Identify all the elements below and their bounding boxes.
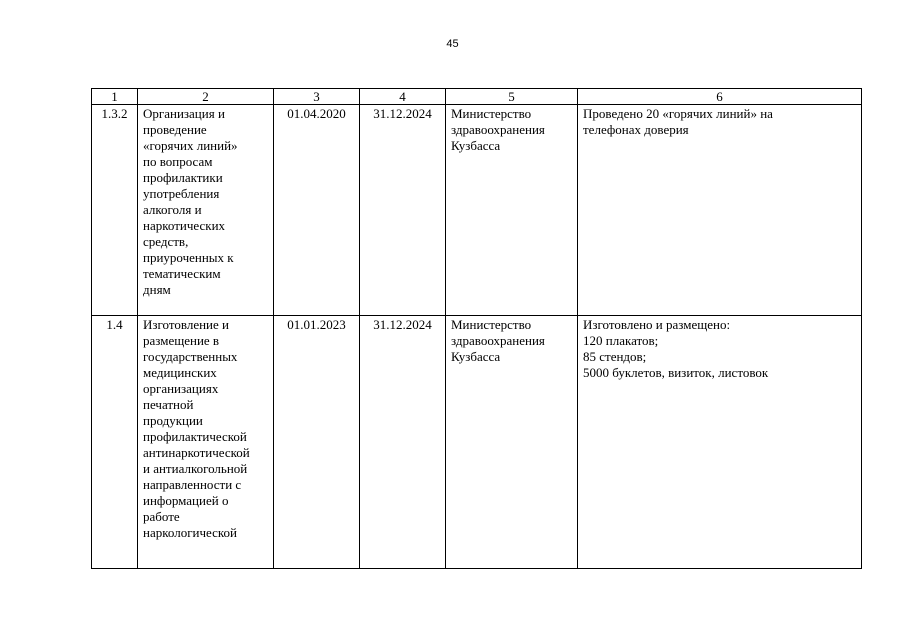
measure-name (138, 316, 274, 569)
result (578, 316, 862, 569)
end-date: 31.12.2024 (360, 105, 446, 316)
start-date: 01.04.2020 (274, 105, 360, 316)
measure-name-line: Изготовление и (143, 317, 229, 332)
executor (446, 105, 578, 316)
measures-table (91, 88, 862, 569)
measure-name-line: направленности с (143, 477, 242, 492)
measure-name-line: профилактики (143, 170, 223, 185)
end-date: 31.12.2024 (360, 316, 446, 569)
measure-name-line: организациях (143, 381, 219, 396)
column-header-1: 1 (92, 89, 138, 105)
measure-name-line: антинаркотической (143, 445, 250, 460)
table-row (92, 105, 862, 316)
measure-name-line: употребления (143, 186, 220, 201)
executor-line: Кузбасса (451, 349, 501, 364)
measure-name-line: печатной (143, 397, 194, 412)
result-line: 85 стендов; (583, 349, 647, 364)
page-number: 45 (446, 38, 459, 50)
result-line: 120 плакатов; (583, 333, 659, 348)
measure-name-line: государственных (143, 349, 238, 364)
row-number: 1.4 (92, 316, 138, 569)
executor-line: здравоохранения (451, 122, 545, 137)
executor (446, 316, 578, 569)
measure-name-line: алкоголя и (143, 202, 202, 217)
column-header-5: 5 (446, 89, 578, 105)
column-header-6: 6 (578, 89, 862, 105)
column-header-4: 4 (360, 89, 446, 105)
result-line: телефонах доверия (583, 122, 689, 137)
measure-name-line: проведение (143, 122, 207, 137)
measure-name-line: наркологической (143, 525, 238, 540)
table-header-row (92, 89, 862, 105)
executor-line: Министерство (451, 317, 532, 332)
measure-name-line: дням (143, 282, 171, 297)
start-date: 01.01.2023 (274, 316, 360, 569)
result-line: 5000 буклетов, визиток, листовок (583, 365, 769, 380)
measure-name-line: «горячих линий» (143, 138, 238, 153)
result-line: Проведено 20 «горячих линий» на (583, 106, 773, 121)
measure-name-line: информацией о (143, 493, 229, 508)
column-header-2: 2 (138, 89, 274, 105)
measure-name-line: средств, (143, 234, 189, 249)
table-row (92, 316, 862, 569)
row-number: 1.3.2 (92, 105, 138, 316)
measure-name-line: профилактической (143, 429, 247, 444)
measure-name-line: приуроченных к (143, 250, 234, 265)
executor-line: Министерство (451, 106, 532, 121)
measure-name-line: тематическим (143, 266, 221, 281)
result (578, 105, 862, 316)
measure-name-line: работе (143, 509, 180, 524)
column-header-3: 3 (274, 89, 360, 105)
measure-name-line: по вопросам (143, 154, 213, 169)
measure-name-line: размещение в (143, 333, 220, 348)
executor-line: Кузбасса (451, 138, 501, 153)
measure-name-line: Организация и (143, 106, 225, 121)
measure-name (138, 105, 274, 316)
result-line: Изготовлено и размещено: (583, 317, 731, 332)
measure-name-line: продукции (143, 413, 203, 428)
measure-name-line: и антиалкогольной (143, 461, 248, 476)
measure-name-line: медицинских (143, 365, 217, 380)
measure-name-line: наркотических (143, 218, 226, 233)
executor-line: здравоохранения (451, 333, 545, 348)
